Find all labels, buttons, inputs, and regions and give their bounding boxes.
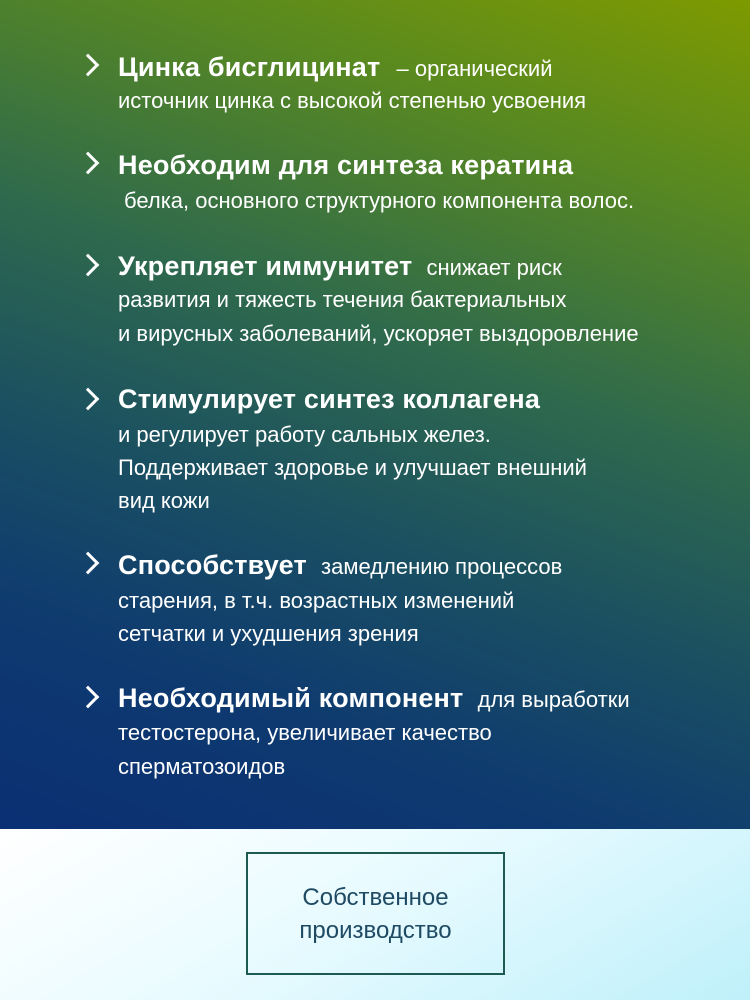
badge-line-2: производство bbox=[299, 916, 452, 944]
benefit-5-text: замедлению процессов bbox=[321, 554, 563, 579]
badge-line-1: Собственное bbox=[302, 883, 449, 911]
chevron-right-icon bbox=[77, 254, 100, 277]
benefit-1-title: Цинка бисглицинат bbox=[118, 52, 381, 82]
benefit-1-title-line bbox=[118, 50, 552, 86]
benefit-4-title-line bbox=[118, 382, 540, 418]
benefit-6-text-line-3: сперматозоидов bbox=[118, 754, 286, 779]
benefit-6-title: Необходимый компонент bbox=[118, 683, 464, 713]
benefit-1-text-line: источник цинка с высокой степенью усвоения bbox=[118, 88, 587, 113]
benefit-4-text-line-2: Поддерживает здоровье и улучшает внешний bbox=[118, 455, 587, 480]
benefit-2-text-line: белка, основного структурного компонента волос. bbox=[124, 188, 635, 213]
chevron-right-icon bbox=[77, 388, 100, 411]
benefit-6-title-line bbox=[118, 681, 630, 717]
benefit-5-text-line-3: сетчатки и ухудшения зрения bbox=[118, 621, 419, 646]
benefit-3-title: Укрепляет иммунитет bbox=[118, 251, 413, 281]
badge-text bbox=[299, 881, 451, 947]
benefit-5-title: Способствует bbox=[118, 550, 307, 580]
chevron-right-icon bbox=[77, 152, 100, 175]
benefit-5-title-line bbox=[118, 548, 562, 584]
chevron-right-icon bbox=[77, 686, 100, 709]
benefit-4-title: Стимулирует синтез коллагена bbox=[118, 384, 541, 414]
benefit-3-title-line bbox=[118, 249, 562, 285]
benefit-4-text-line-3: вид кожи bbox=[118, 488, 210, 513]
benefit-5-text-line-2: старения, в т.ч. возрастных изменений bbox=[118, 588, 515, 613]
benefit-1-text: – органический bbox=[396, 56, 553, 81]
benefit-6-text-line-2: тестостерона, увеличивает качество bbox=[118, 720, 492, 745]
chevron-right-icon bbox=[77, 552, 100, 575]
benefit-3-text-line-2: развития и тяжесть течения бактериальных bbox=[118, 287, 567, 312]
benefit-6-text: для выработки bbox=[477, 687, 630, 712]
benefit-4-text-line-1: и регулирует работу сальных желез. bbox=[118, 422, 491, 447]
benefit-3-text-line-3: и вирусных заболеваний, ускоряет выздоровление bbox=[118, 321, 639, 346]
chevron-right-icon bbox=[77, 54, 100, 77]
benefit-2-title-line bbox=[118, 148, 573, 184]
benefit-2-title: Необходим для синтеза кератина bbox=[118, 150, 574, 180]
own-production-badge bbox=[246, 852, 505, 975]
benefit-3-text: снижает риск bbox=[426, 255, 562, 280]
